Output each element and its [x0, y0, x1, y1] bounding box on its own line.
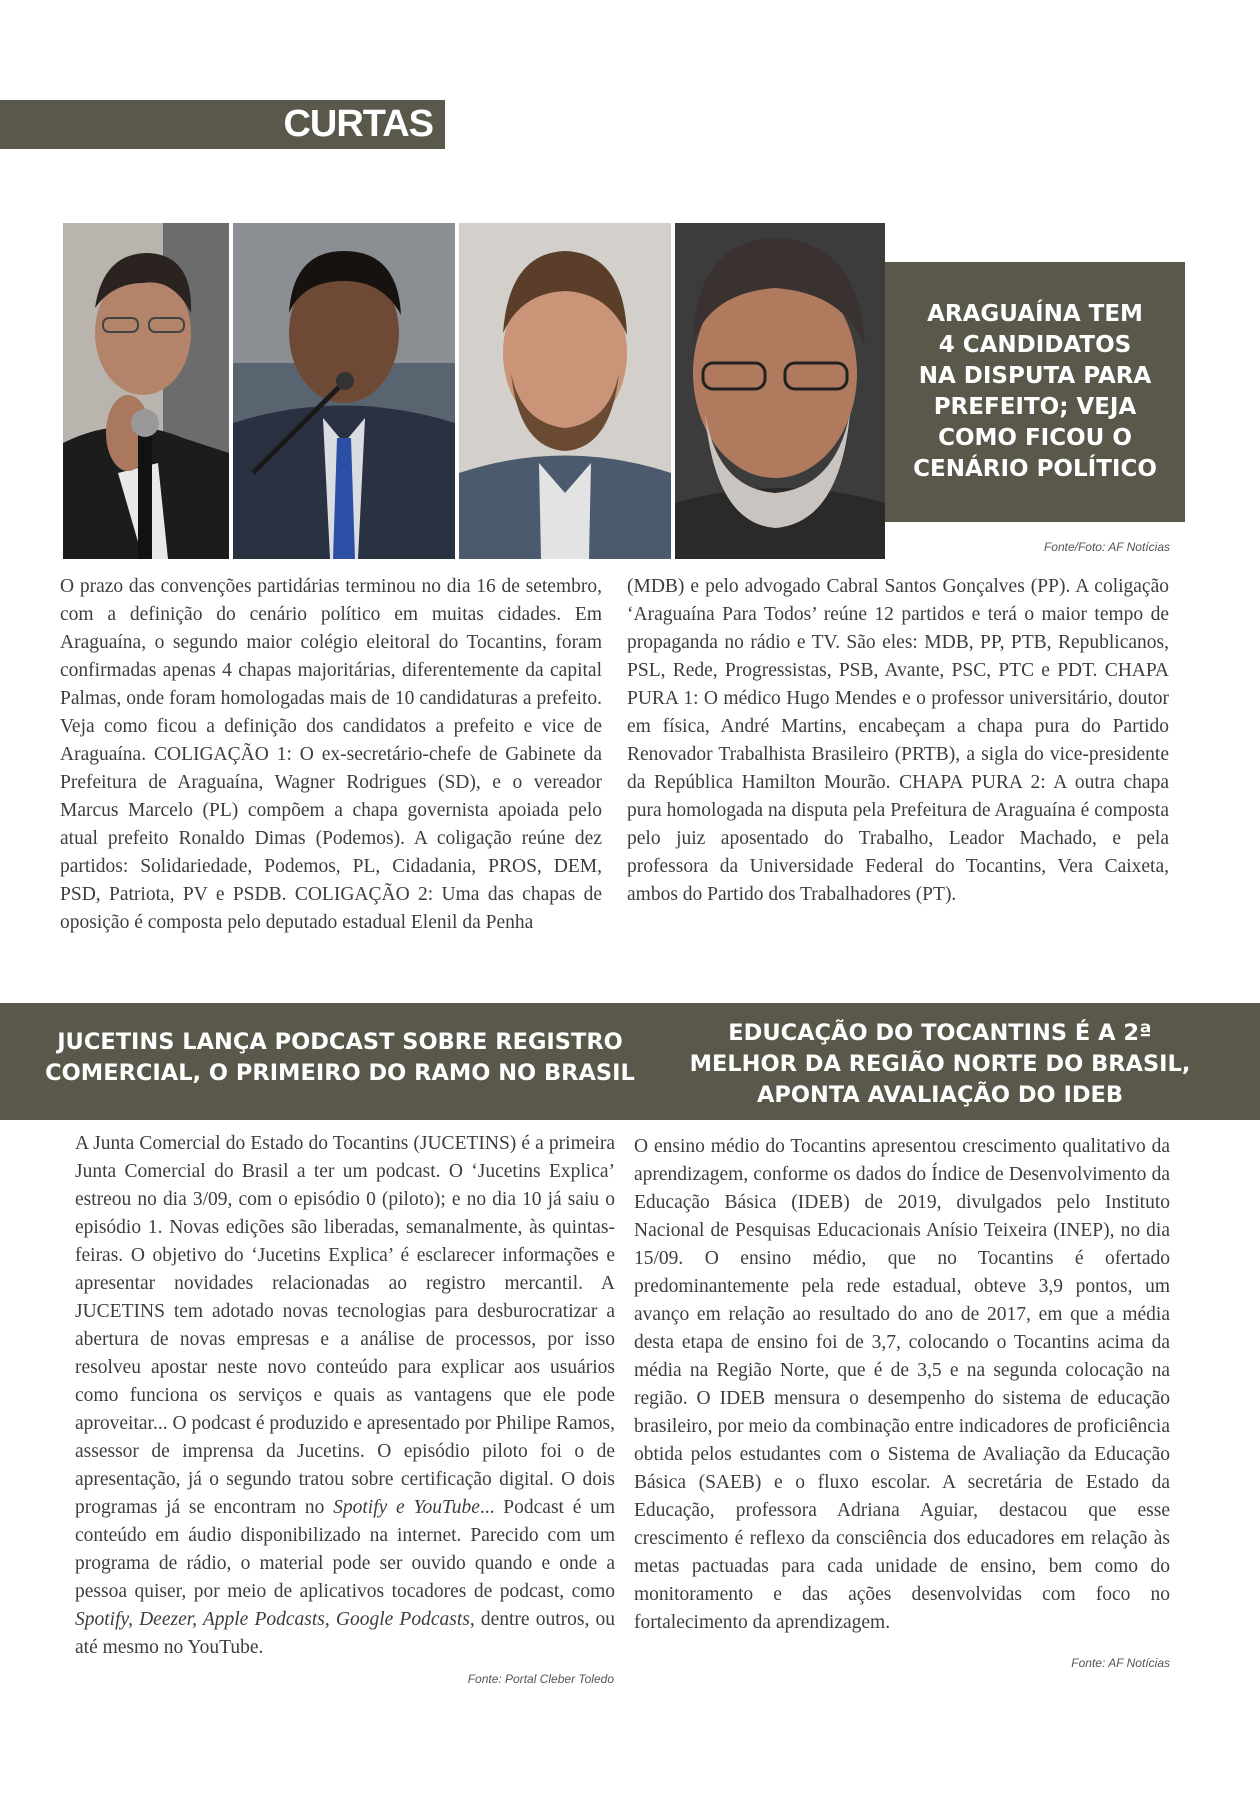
article2-body-a: A Junta Comercial do Estado do Tocantins (JUCETINS) é a primeira Junta Comercial do Brasil a ter um podcast. O ‘Jucetins Explica’ estreou no dia 3/09, com o episódio 0 (piloto); e no dia 10 já saiu o episódio 1. Novas edições são liberadas, semanalmente, às quintas-feiras. O objetivo do ‘Jucetins Explica’ é esclarecer informações e apresentar novidades relacionadas ao registro mercantil. A JUCETINS tem adotado novas tecnologias para desburocratizar a abertura de novas empresas e a análise de processos, por isso resolveu apostar neste novo conteúdo para explicar aos usuários como funciona os serviços e quais as vantagens que ele pode aproveitar... O podcast é produzido e apresentado por Philipe Ramos, assessor de imprensa da Jucetins. O episódio piloto foi o de apresentação, já o segundo tratou sobre certificação digital. O dois programas já se encontram no	[75, 1133, 615, 1518]
headline-line: APONTA AVALIAÇÃO DO IDEB	[756, 1082, 1124, 1108]
article3-credit: Fonte: AF Notícias	[1071, 1656, 1170, 1670]
candidate-photo-3	[459, 223, 671, 559]
article2-body-em2: Spotify, Deezer, Apple Podcasts, Google Podcasts	[75, 1609, 470, 1630]
article2-body-em1: Spotify e YouTube	[333, 1497, 480, 1518]
headline-line: PREFEITO; VEJA	[933, 394, 1137, 420]
article1-body-col2: (MDB) e pelo advogado Cabral Santos Gonçalves (PP). A coligação ‘Araguaína Para Todos’ reúne 12 partidos e terá o maior tempo de propaganda no rádio e TV. São eles: MDB, PP, PTB, Republicanos, PSL, Rede, Progressistas, PSB, Avante, PSC, PTC e PDT. CHAPA PURA 1: O médico Hugo Mendes e o professor universitário, doutor em física, André Martins, encabeçam a chapa pura do Partido Renovador Trabalhista Brasileiro (PRTB), a sigla do vice-presidente da República Hamilton Mourão. CHAPA PURA 2: A outra chapa pura homologada na disputa pela Prefeitura de Araguaína é composta pelo juiz aposentado do Trabalho, Leador Machado, e pela professora da Universidade Federal do Tocantins, Vera Caixeta, ambos do Partido dos Trabalhadores (PT).	[627, 576, 1169, 905]
headline-line: JUCETINS LANÇA PODCAST SOBRE REGISTRO	[57, 1029, 623, 1055]
article3-headline	[640, 1018, 1240, 1111]
headline-line: ARAGUAÍNA TEM	[927, 301, 1143, 327]
article2-body	[75, 1130, 615, 1662]
article2-body-b: ... Podcast é um conteúdo em áudio disponibilizado na internet. Parecido com um programa de rádio, o material pode ser ouvido quando e onde a pessoa quiser, por meio de aplicativos tocadores de podcast, como	[75, 1497, 616, 1602]
article1-body-col1: O prazo das convenções partidárias terminou no dia 16 de setembro, com a definição do cenário político em muitas cidades. Em Araguaína, o segundo maior colégio eleitoral do Tocantins, foram confirmadas apenas 4 chapas majoritárias, diferentemente da capital Palmas, onde foram homologadas mais de 10 candidaturas a prefeito. Veja como ficou a definição dos candidatos a prefeito e vice de Araguaína. COLIGAÇÃO 1: O ex-secretário-chefe de Gabinete da Prefeitura de Araguaína, Wagner Rodrigues (SD), e o vereador Marcus Marcelo (PL) compõem a chapa governista apoiada pelo atual prefeito Ronaldo Dimas (Podemos). A coligação reúne dez partidos: Solidariedade, Podemos, PL, Cidadania, PROS, DEM, PSD, Patriota, PV e PSDB. COLIGAÇÃO 2: Uma das chapas de oposição é composta pelo deputado estadual Elenil da Penha	[60, 576, 602, 933]
candidate-photo-4	[675, 223, 885, 559]
article1-headline	[885, 262, 1185, 522]
candidate-photo-2	[233, 223, 455, 559]
candidate-photo-1	[63, 223, 229, 559]
headline-line: NA DISPUTA PARA	[918, 363, 1152, 389]
article2-body-c: , dentre outros, ou até mesmo no YouTube.	[75, 1609, 615, 1658]
article1-photo-credit: Fonte/Foto: AF Notícias	[1043, 540, 1170, 554]
headline-line: COMO FICOU O	[938, 425, 1132, 451]
article2-credit: Fonte: Portal Cleber Toledo	[467, 1672, 614, 1686]
headline-line: COMERCIAL, O PRIMEIRO DO RAMO NO BRASIL	[45, 1060, 635, 1086]
article2-headline	[40, 1027, 640, 1089]
candidates-photo-strip	[63, 223, 885, 559]
headline-line: 4 CANDIDATOS	[938, 332, 1132, 358]
section-label: CURTAS	[283, 103, 433, 145]
article3-body: O ensino médio do Tocantins apresentou crescimento qualitativo da aprendizagem, conforme os dados do Índice de Desenvolvimento da Educação Básica (IDEB) de 2019, divulgados pelo Instituto Nacional de Pesquisas Educacionais Anísio Teixeira (INEP), no dia 15/09. O ensino médio, que no Tocantins é ofertado predominantemente pela rede estadual, obteve 3,9 pontos, um avanço em relação ao resultado do ano de 2017, em que a média desta etapa de ensino foi de 3,7, colocando o Tocantins acima da média na Região Norte, que é de 3,5 e na segunda colocação na região. O IDEB mensura o desempenho do sistema de educação brasileiro, por meio da combinação entre indicadores de proficiência obtida pelos estudantes com o Sistema de Avaliação da Educação Básica (SAEB) e o fluxo escolar. A secretária de Estado da Educação, professora Adriana Aguiar, destacou que esse crescimento é reflexo da consciência dos educadores em relação às metas pactuadas para cada unidade de ensino, bem como do monitoramento e das ações desenvolvidas com foco no fortalecimento da aprendizagem.	[634, 1136, 1170, 1633]
headline-line: CENÁRIO POLÍTICO	[913, 456, 1157, 482]
headline-line: MELHOR DA REGIÃO NORTE DO BRASIL,	[689, 1051, 1191, 1077]
headline-line: EDUCAÇÃO DO TOCANTINS É A 2ª	[728, 1020, 1152, 1046]
section-tag	[0, 100, 445, 149]
